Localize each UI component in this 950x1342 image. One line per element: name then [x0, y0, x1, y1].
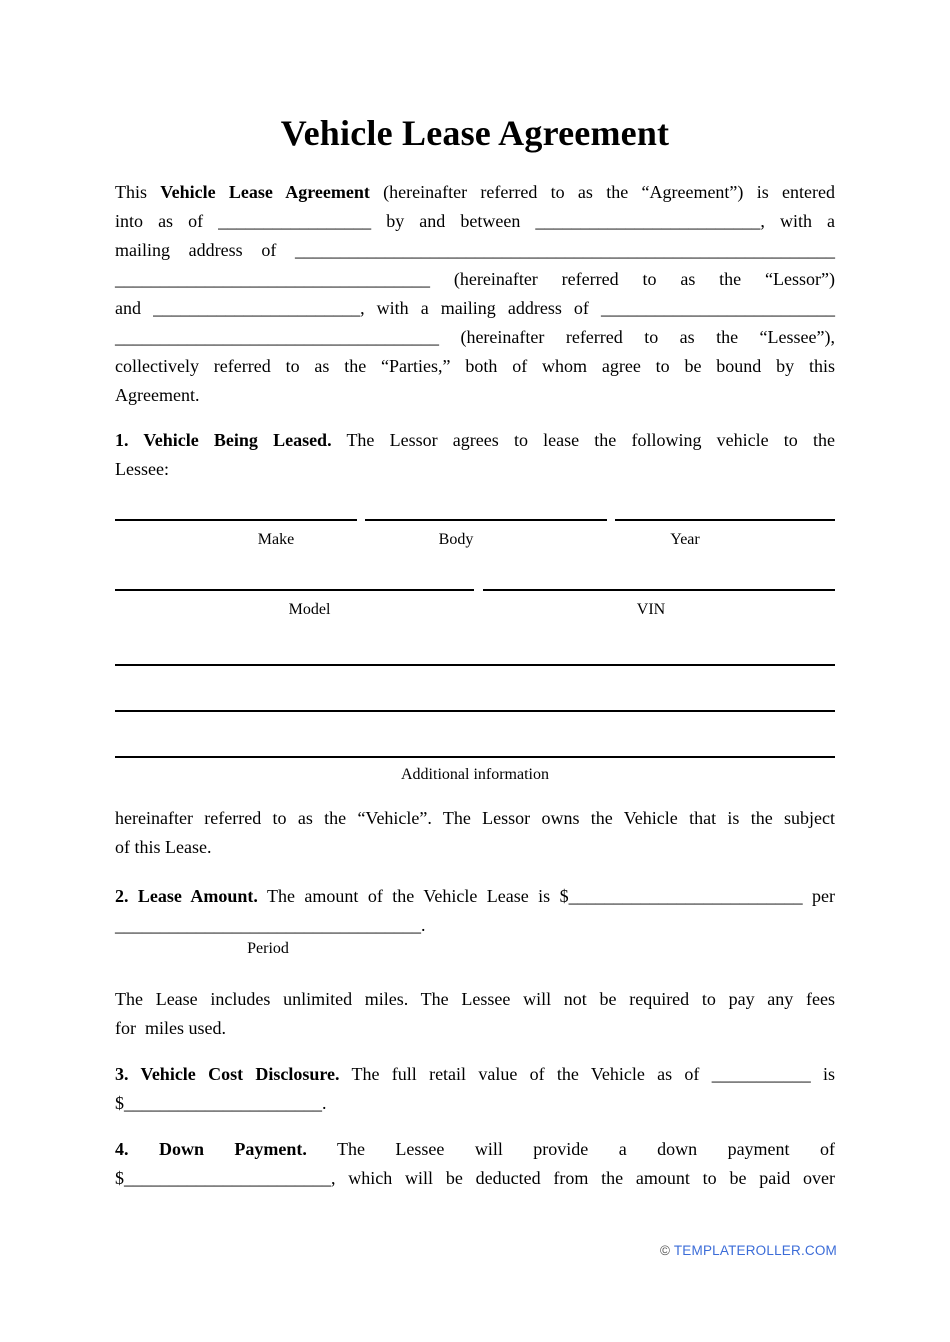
- text: .: [421, 915, 426, 935]
- blank-rule-row: [115, 710, 835, 712]
- text-line: [115, 1135, 835, 1164]
- field-label: Body: [438, 531, 474, 548]
- section-4-down-payment: [115, 1135, 835, 1193]
- field-label: Additional information: [401, 766, 549, 783]
- text-line: [115, 323, 835, 352]
- text: This: [115, 182, 161, 202]
- field-year: [615, 519, 835, 551]
- text: The amount of the Vehicle Lease is $__________________________ per: [257, 886, 835, 906]
- text-line: [115, 1014, 835, 1043]
- text-line: [115, 381, 835, 410]
- footer: [660, 1243, 837, 1258]
- vehicle-subject-paragraph: [115, 804, 835, 862]
- blank-rule-row: [115, 756, 835, 786]
- text: collectively referred to as the “Parties,” both of whom agree to be bound by this: [115, 356, 835, 376]
- section-1-vehicle-being-leased: [115, 426, 835, 484]
- page-title: Vehicle Lease Agreement: [280, 113, 670, 153]
- text: $_______________________, which will be deducted from the amount to be paid over: [115, 1168, 835, 1188]
- text: Lessee:: [115, 459, 169, 479]
- field-make: [115, 519, 357, 551]
- field-label: Make: [257, 531, 295, 548]
- field-vin: [483, 589, 835, 621]
- text: for miles used.: [115, 1018, 226, 1038]
- blank-rule-row: [115, 664, 835, 666]
- bold-text: 1. Vehicle Being Leased.: [115, 430, 332, 450]
- text: The Lessee will provide a down payment of: [306, 1139, 835, 1159]
- text: ___________________________________ (hereinafter referred to as the “Lessor”): [115, 269, 835, 289]
- field-label: Year: [670, 531, 700, 548]
- text-line: [115, 426, 835, 455]
- text: The Lease includes unlimited miles. The Lessee will not be required to pay any fees: [115, 989, 835, 1009]
- text: and _______________________, with a mailing address of __________________________: [115, 298, 835, 318]
- field-model: [115, 589, 474, 621]
- bold-text: 2. Lease Amount.: [115, 886, 258, 906]
- text-line: [115, 1164, 835, 1193]
- bold-text: 4. Down Payment.: [115, 1139, 307, 1159]
- text: hereinafter referred to as the “Vehicle”. The Lessor owns the Vehicle that is the subject: [115, 808, 835, 828]
- field-label: Period: [247, 940, 289, 957]
- text-line: [115, 265, 835, 294]
- blank-underscores: __________________________________: [115, 915, 421, 935]
- intro-paragraph: [115, 178, 835, 410]
- bold-text: Vehicle Lease Agreement: [160, 182, 370, 202]
- section-3-vehicle-cost-disclosure: [115, 1060, 835, 1118]
- text: (hereinafter referred to as the “Agreement”) is entered: [369, 182, 835, 202]
- text: Agreement.: [115, 385, 200, 405]
- blank-rule: [115, 664, 835, 666]
- text: mailing address of ____________________________________________________________: [115, 240, 835, 260]
- text-line: [115, 207, 835, 236]
- text: The full retail value of the Vehicle as of ___________ is: [339, 1064, 835, 1084]
- text-line: [115, 1060, 835, 1089]
- text-line: [115, 455, 835, 484]
- footer-link[interactable]: TEMPLATEROLLER.COM: [673, 1243, 837, 1258]
- section-2-lease-amount: [115, 882, 835, 957]
- text-line: [115, 833, 835, 862]
- text: The Lessor agrees to lease the following vehicle to the: [331, 430, 835, 450]
- text-line: [115, 178, 835, 207]
- text-line: [115, 352, 835, 381]
- bold-text: 3. Vehicle Cost Disclosure.: [115, 1064, 340, 1084]
- text: ____________________________________ (hereinafter referred to as the “Lessee”),: [115, 327, 835, 347]
- text-line: [115, 985, 835, 1014]
- text: of this Lease.: [115, 837, 212, 857]
- text: into as of _________________ by and between _________________________, with a: [115, 211, 835, 231]
- blank-field: [115, 911, 421, 957]
- text-line: [115, 1089, 835, 1118]
- blank-rule: [115, 710, 835, 712]
- text: $______________________.: [115, 1093, 327, 1113]
- vehicle-make-body-year-row: [115, 519, 835, 551]
- field-body: [365, 519, 607, 551]
- text-line: [115, 804, 835, 833]
- text-line: [115, 236, 835, 265]
- copyright-symbol: ©: [659, 1243, 671, 1258]
- additional-information-rules: [115, 664, 835, 786]
- vehicle-model-vin-row: [115, 589, 835, 621]
- field-label: Model: [288, 601, 331, 618]
- text-line: [115, 294, 835, 323]
- text-line: [115, 911, 835, 957]
- mileage-paragraph: [115, 985, 835, 1043]
- text-line: [115, 882, 835, 911]
- field-label: VIN: [636, 601, 666, 618]
